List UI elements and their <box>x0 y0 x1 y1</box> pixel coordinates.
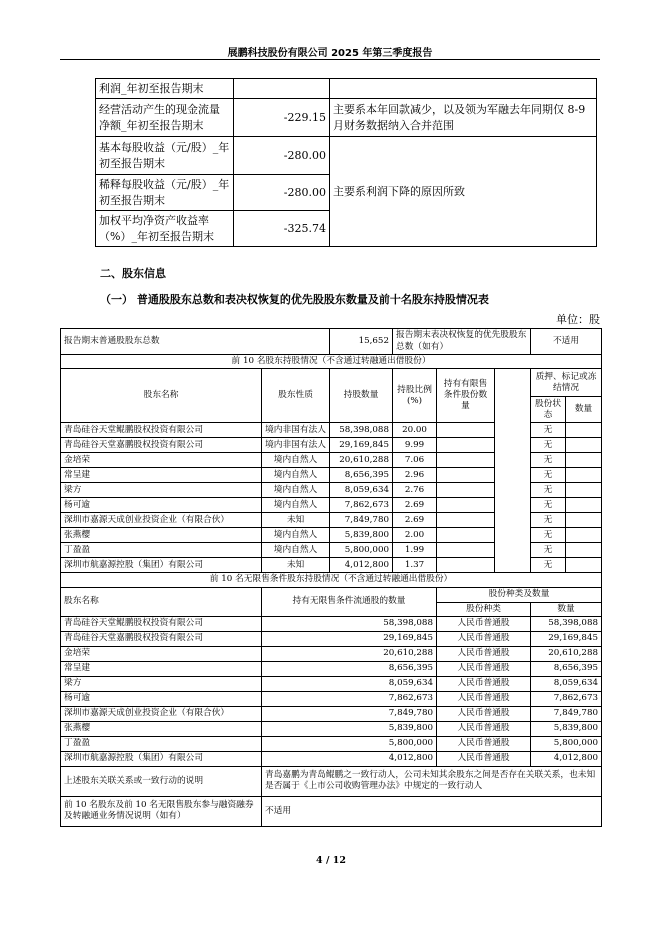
col-header-pledge-status: 股份状态 <box>531 397 566 423</box>
shareholder-ratio: 20.00 <box>393 423 437 438</box>
row-label: 经营活动产生的现金流量净额_年初至报告期末 <box>96 99 234 137</box>
u-shareholder-name: 金培荣 <box>61 646 262 661</box>
table-row <box>61 513 602 528</box>
shareholder-ratio: 2.96 <box>393 468 437 483</box>
pledge-status: 无 <box>531 498 566 513</box>
u-shareholder-name: 常呈建 <box>61 661 262 676</box>
summary-row <box>61 329 602 355</box>
section-title-shareholders: 二、股东信息 <box>100 267 166 280</box>
col-header-name: 股东名称 <box>61 369 262 423</box>
shareholder-qty: 29,169,845 <box>330 438 393 453</box>
pledge-status: 无 <box>531 468 566 483</box>
u-shareholder-name: 深圳市嘉源天成创业投资企业（有限合伙） <box>61 706 262 721</box>
u-share-type: 人民币普通股 <box>437 691 531 706</box>
pledge-qty <box>566 543 602 558</box>
col-header-restricted: 持有有限售条件股份数量 <box>437 369 495 423</box>
pledge-status: 无 <box>531 438 566 453</box>
table-row <box>61 483 602 498</box>
shareholder-nature: 境内自然人 <box>262 498 330 513</box>
row-value: -325.74 <box>234 211 330 247</box>
shareholder-qty: 7,862,673 <box>330 498 393 513</box>
u-shareholder-name: 丁盈盈 <box>61 736 262 751</box>
pledge-qty <box>566 468 602 483</box>
spacer-cell <box>495 468 531 483</box>
shareholder-nature: 境内非国有法人 <box>262 438 330 453</box>
u-shareholder-qty: 29,169,845 <box>262 631 437 646</box>
row-note: 主要系本年回款减少，以及领为军融去年同期仅 8-9 月财务数据纳入合并范围 <box>330 99 597 137</box>
table-row <box>61 736 602 751</box>
pledge-qty <box>566 528 602 543</box>
u-share-type: 人民币普通股 <box>437 661 531 676</box>
pledge-qty <box>566 513 602 528</box>
table-row <box>61 543 602 558</box>
shareholder-restricted <box>437 513 495 528</box>
u-shareholder-qty: 7,862,673 <box>262 691 437 706</box>
u-shareholder-name: 杨可逾 <box>61 691 262 706</box>
shareholder-name: 深圳市嘉源天成创业投资企业（有限合伙） <box>61 513 262 528</box>
u-shareholder-qty: 5,839,800 <box>262 721 437 736</box>
u-shareholder-name: 深圳市航嘉源控股（集团）有限公司 <box>61 751 262 766</box>
shareholder-ratio: 2.69 <box>393 498 437 513</box>
shareholder-restricted <box>437 543 495 558</box>
col-header-pledge-qty: 数量 <box>566 397 602 423</box>
u-shareholder-qty: 8,656,395 <box>262 661 437 676</box>
pledge-qty <box>566 438 602 453</box>
shareholder-table <box>60 328 602 827</box>
u-share-type: 人民币普通股 <box>437 616 531 631</box>
shareholder-name: 青岛硅谷天堂鲲鹏股权投资有限公司 <box>61 423 262 438</box>
shareholder-nature: 境内自然人 <box>262 543 330 558</box>
pledge-qty <box>566 453 602 468</box>
shareholder-restricted <box>437 438 495 453</box>
header-row <box>61 587 602 602</box>
table-row <box>61 616 602 631</box>
u-shareholder-name: 张燕樱 <box>61 721 262 736</box>
caption-row <box>61 355 602 369</box>
relations-label: 上述股东关联关系或一致行动的说明 <box>61 766 262 796</box>
top10-body <box>61 423 602 573</box>
relations-text: 青岛嘉鹏为青岛鲲鹏之一致行动人，公司未知其余股东之间是否存在关联关系，也未知是否属于《上市公司收购管理办法》中规定的一致行动人 <box>262 766 602 796</box>
u-shareholder-qty: 5,800,000 <box>262 736 437 751</box>
col-header-u-kind: 股份种类及数量 <box>437 587 602 602</box>
u-shareholder-name: 青岛硅谷天堂嘉鹏股权投资有限公司 <box>61 631 262 646</box>
u-share-type: 人民币普通股 <box>437 646 531 661</box>
spacer-cell <box>495 498 531 513</box>
pledge-qty <box>566 498 602 513</box>
shareholder-restricted <box>437 558 495 573</box>
u-shareholder-qty: 20,610,288 <box>262 646 437 661</box>
shareholder-nature: 境内自然人 <box>262 528 330 543</box>
u-share-type-qty: 29,169,845 <box>531 631 602 646</box>
shareholder-name: 常呈建 <box>61 468 262 483</box>
u-share-type: 人民币普通股 <box>437 751 531 766</box>
shareholder-nature: 境内自然人 <box>262 483 330 498</box>
col-header-u-name: 股东名称 <box>61 587 262 616</box>
table-row <box>61 468 602 483</box>
row-value <box>234 79 330 99</box>
table-row <box>61 691 602 706</box>
pledge-status: 无 <box>531 513 566 528</box>
u-share-type: 人民币普通股 <box>437 736 531 751</box>
header-rule <box>60 59 600 60</box>
shareholder-restricted <box>437 423 495 438</box>
u-share-type-qty: 8,059,634 <box>531 676 602 691</box>
table-row <box>61 423 602 438</box>
table-row <box>61 558 602 573</box>
u-share-type: 人民币普通股 <box>437 676 531 691</box>
unit-label: 单位：股 <box>556 313 600 326</box>
col-header-pledge: 质押、标记或冻结情况 <box>531 369 602 397</box>
pref-holders-label: 报告期末表决权恢复的优先股股东总数（如有） <box>393 329 531 355</box>
shareholder-nature: 境内自然人 <box>262 468 330 483</box>
u-shareholder-name: 青岛硅谷天堂鲲鹏股权投资有限公司 <box>61 616 262 631</box>
total-holders-value: 15,652 <box>330 329 393 355</box>
pledge-qty <box>566 558 602 573</box>
unrestricted-caption: 前 10 名无限售条件股东持股情况（不含通过转融通出借股份） <box>61 573 602 587</box>
row-label: 加权平均净资产收益率（%）_年初至报告期末 <box>96 211 234 247</box>
shareholder-name: 丁盈盈 <box>61 543 262 558</box>
col-header-u-qty: 持有无限售条件流通股的数量 <box>262 587 437 616</box>
page-number: 4 / 12 <box>316 855 346 866</box>
shareholder-name: 青岛硅谷天堂嘉鹏股权投资有限公司 <box>61 438 262 453</box>
margin-label: 前 10 名股东及前 10 名无限售股东参与融资融券及转融通业务情况说明（如有） <box>61 796 262 826</box>
shareholder-name: 金培荣 <box>61 453 262 468</box>
page-header-title: 展鹏科技股份有限公司 2025 年第三季度报告 <box>227 48 433 59</box>
shareholder-nature: 境内自然人 <box>262 453 330 468</box>
shareholder-qty: 5,839,800 <box>330 528 393 543</box>
margin-text: 不适用 <box>262 796 602 826</box>
u-share-type: 人民币普通股 <box>437 706 531 721</box>
col-header-u-type: 股份种类 <box>437 602 531 616</box>
shareholder-name: 深圳市航嘉源控股（集团）有限公司 <box>61 558 262 573</box>
table-row <box>61 631 602 646</box>
spacer-cell <box>495 558 531 573</box>
caption-row <box>61 573 602 587</box>
u-share-type: 人民币普通股 <box>437 721 531 736</box>
shareholder-restricted <box>437 483 495 498</box>
pledge-status: 无 <box>531 528 566 543</box>
shareholder-ratio: 1.99 <box>393 543 437 558</box>
pledge-status: 无 <box>531 558 566 573</box>
merged-note: 主要系利润下降的原因所致 <box>330 137 597 247</box>
shareholder-qty: 20,610,288 <box>330 453 393 468</box>
spacer-cell <box>495 513 531 528</box>
row-label: 基本每股收益（元/股）_年初至报告期末 <box>96 137 234 175</box>
shareholder-ratio: 2.76 <box>393 483 437 498</box>
shareholder-name: 梁方 <box>61 483 262 498</box>
pledge-status: 无 <box>531 543 566 558</box>
col-header-ratio: 持股比例(%) <box>393 369 437 423</box>
shareholder-nature: 未知 <box>262 513 330 528</box>
u-shareholder-qty: 8,059,634 <box>262 676 437 691</box>
shareholder-restricted <box>437 498 495 513</box>
pledge-status: 无 <box>531 483 566 498</box>
row-label: 利润_年初至报告期末 <box>96 79 234 99</box>
shareholder-qty: 7,849,780 <box>330 513 393 528</box>
u-share-type-qty: 7,849,780 <box>531 706 602 721</box>
u-shareholder-name: 梁方 <box>61 676 262 691</box>
spacer-cell <box>495 528 531 543</box>
spacer-cell <box>495 483 531 498</box>
col-header-qty: 持股数量 <box>330 369 393 423</box>
shareholder-name: 张燕樱 <box>61 528 262 543</box>
shareholder-restricted <box>437 468 495 483</box>
shareholder-qty: 4,012,800 <box>330 558 393 573</box>
u-share-type-qty: 7,862,673 <box>531 691 602 706</box>
col-header-spacer <box>495 369 531 423</box>
row-value: -229.15 <box>234 99 330 137</box>
table-row <box>96 137 597 175</box>
pledge-status: 无 <box>531 423 566 438</box>
shareholder-ratio: 9.99 <box>393 438 437 453</box>
u-share-type-qty: 4,012,800 <box>531 751 602 766</box>
u-share-type: 人民币普通股 <box>437 631 531 646</box>
top10-caption: 前 10 名股东持股情况（不含通过转融通出借股份） <box>61 355 602 369</box>
row-label: 稀释每股收益（元/股）_年初至报告期末 <box>96 175 234 211</box>
table-row <box>61 676 602 691</box>
table-row <box>61 498 602 513</box>
row-value: -280.00 <box>234 175 330 211</box>
shareholder-nature: 未知 <box>262 558 330 573</box>
table-row <box>61 453 602 468</box>
table-row <box>61 721 602 736</box>
shareholder-ratio: 7.06 <box>393 453 437 468</box>
unrestricted-body <box>61 616 602 766</box>
shareholder-qty: 58,398,088 <box>330 423 393 438</box>
table-row <box>61 751 602 766</box>
table-row <box>61 706 602 721</box>
financial-indicator-table <box>95 78 597 247</box>
spacer-cell <box>495 423 531 438</box>
spacer-cell <box>495 438 531 453</box>
u-share-type-qty: 8,656,395 <box>531 661 602 676</box>
col-header-u-typeqty: 数量 <box>531 602 602 616</box>
row-note <box>330 79 597 99</box>
table-row <box>61 438 602 453</box>
shareholder-ratio: 2.00 <box>393 528 437 543</box>
shareholder-ratio: 1.37 <box>393 558 437 573</box>
u-share-type-qty: 58,398,088 <box>531 616 602 631</box>
u-shareholder-qty: 4,012,800 <box>262 751 437 766</box>
table-row <box>96 79 597 99</box>
pledge-qty <box>566 483 602 498</box>
shareholder-qty: 8,059,634 <box>330 483 393 498</box>
u-share-type-qty: 5,839,800 <box>531 721 602 736</box>
shareholder-restricted <box>437 528 495 543</box>
shareholder-qty: 5,800,000 <box>330 543 393 558</box>
shareholder-ratio: 2.69 <box>393 513 437 528</box>
pref-holders-value: 不适用 <box>531 329 602 355</box>
spacer-cell <box>495 543 531 558</box>
u-shareholder-qty: 7,849,780 <box>262 706 437 721</box>
col-header-nature: 股东性质 <box>262 369 330 423</box>
shareholder-qty: 8,656,395 <box>330 468 393 483</box>
row-value: -280.00 <box>234 137 330 175</box>
table-row <box>96 99 597 137</box>
table-row <box>61 661 602 676</box>
table-row <box>61 528 602 543</box>
spacer-cell <box>495 453 531 468</box>
total-holders-label: 报告期末普通股股东总数 <box>61 329 330 355</box>
shareholder-restricted <box>437 453 495 468</box>
u-share-type-qty: 20,610,288 <box>531 646 602 661</box>
shareholder-nature: 境内非国有法人 <box>262 423 330 438</box>
margin-row <box>61 796 602 826</box>
relations-row <box>61 766 602 796</box>
pledge-status: 无 <box>531 453 566 468</box>
table-row <box>61 646 602 661</box>
shareholder-name: 杨可逾 <box>61 498 262 513</box>
pledge-qty <box>566 423 602 438</box>
header-row <box>61 369 602 397</box>
section-subtitle: （一） 普通股股东总数和表决权恢复的优先股股东数量及前十名股东持股情况表 <box>100 293 489 306</box>
u-shareholder-qty: 58,398,088 <box>262 616 437 631</box>
u-share-type-qty: 5,800,000 <box>531 736 602 751</box>
